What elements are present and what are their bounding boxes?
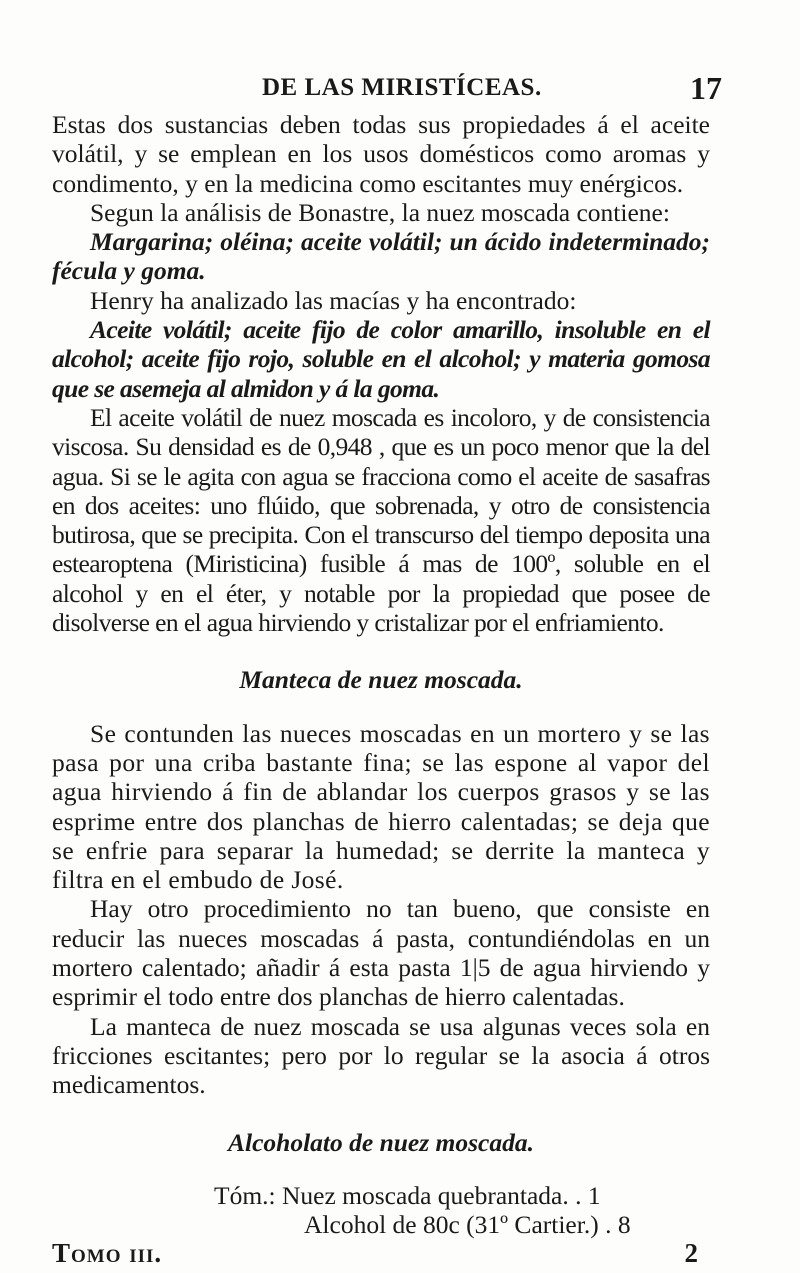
- page-number: 17: [690, 70, 722, 106]
- recipe-line-nuez: Tóm.: Nuez moscada quebrantada. . 1: [214, 1180, 601, 1210]
- bonastre-components: Margarina; oléina; aceite volátil; un ácido indeterminado; fécula y goma.: [52, 227, 710, 286]
- paragraph-uses: Estas dos sustancias deben todas sus propiedades á el aceite volátil, y se emplean en los usos domésticos como aromas y condimento, y en la medicina como escitantes muy enérgicos.: [52, 110, 710, 198]
- paragraph-manteca-2: Hay otro procedimiento no tan bueno, que consiste en reducir las nueces moscadas á pasta, contundiéndolas en un mortero calentado; añadir á esta pasta 1|5 de agua hirviendo y esprimir el todo entre dos planchas de hierro calentadas.: [52, 894, 710, 1012]
- section-heading-alcoholato: Alcoholato de nuez moscada.: [227, 1127, 534, 1157]
- paragraph-manteca-1: Se contunden las nueces moscadas en un mortero y se las pasa por una criba bastante fina; se las espone al vapor del agua hirviendo á fin de ablandar los cuerpos grasos y se las esprime entre dos planchas de hierro calentadas; se deja que se enfrie para separar la humedad; se derrite la manteca y filtra en el embudo de José.: [52, 718, 710, 895]
- section-heading-manteca: Manteca de nuez moscada.: [239, 665, 523, 695]
- page-header: [82, 70, 722, 108]
- paragraph-volatile-oil: El aceite volátil de nuez moscada es incoloro, y de consistencia viscosa. Su densidad es de 0,948 , que es un poco menor que la del agua. Si se le agita con agua se fracciona como el aceite de sasafras en dos aceites: uno flúido, que sobrenada, y otro de consistencia butirosa, que se precipita. Con el transcurso del tiempo deposita una estearoptena (Miristicina) fusible á mas de 100º, soluble en el alcohol y en el éter, y notable por la propiedad que posee de disolverse en el agua hirviendo y cristalizar por el enfriamiento.: [52, 402, 710, 638]
- running-title: DE LAS MIRISTÍCEAS.: [262, 74, 542, 101]
- paragraph-manteca-3: La manteca de nuez moscada se usa algunas veces sola en fricciones escitantes; pero por lo regular se la asocia á otros medicamentos.: [52, 1011, 710, 1100]
- paragraph-bonastre: Segun la análisis de Bonastre, la nuez moscada contiene:: [90, 197, 670, 227]
- henry-components: Aceite volátil; aceite fijo de color amarillo, insoluble en el alcohol; aceite fijo rojo, soluble en el alcohol; y materia gomosa que se asemeja al almidon y á la goma.: [52, 315, 710, 403]
- paragraph-henry-list: [52, 315, 710, 403]
- recipe-line-alcohol: Alcohol de 80c (31º Cartier.) . 8: [304, 1209, 631, 1239]
- signature-mark: 2: [684, 1237, 698, 1268]
- body-text: [52, 110, 710, 1273]
- paragraph-bonastre-list: [52, 227, 710, 286]
- paragraph-henry: Henry ha analizado las macías y ha encontrado:: [90, 285, 577, 315]
- volume-mark: Tomo iii.: [52, 1237, 163, 1268]
- recipe-block: [52, 1181, 710, 1273]
